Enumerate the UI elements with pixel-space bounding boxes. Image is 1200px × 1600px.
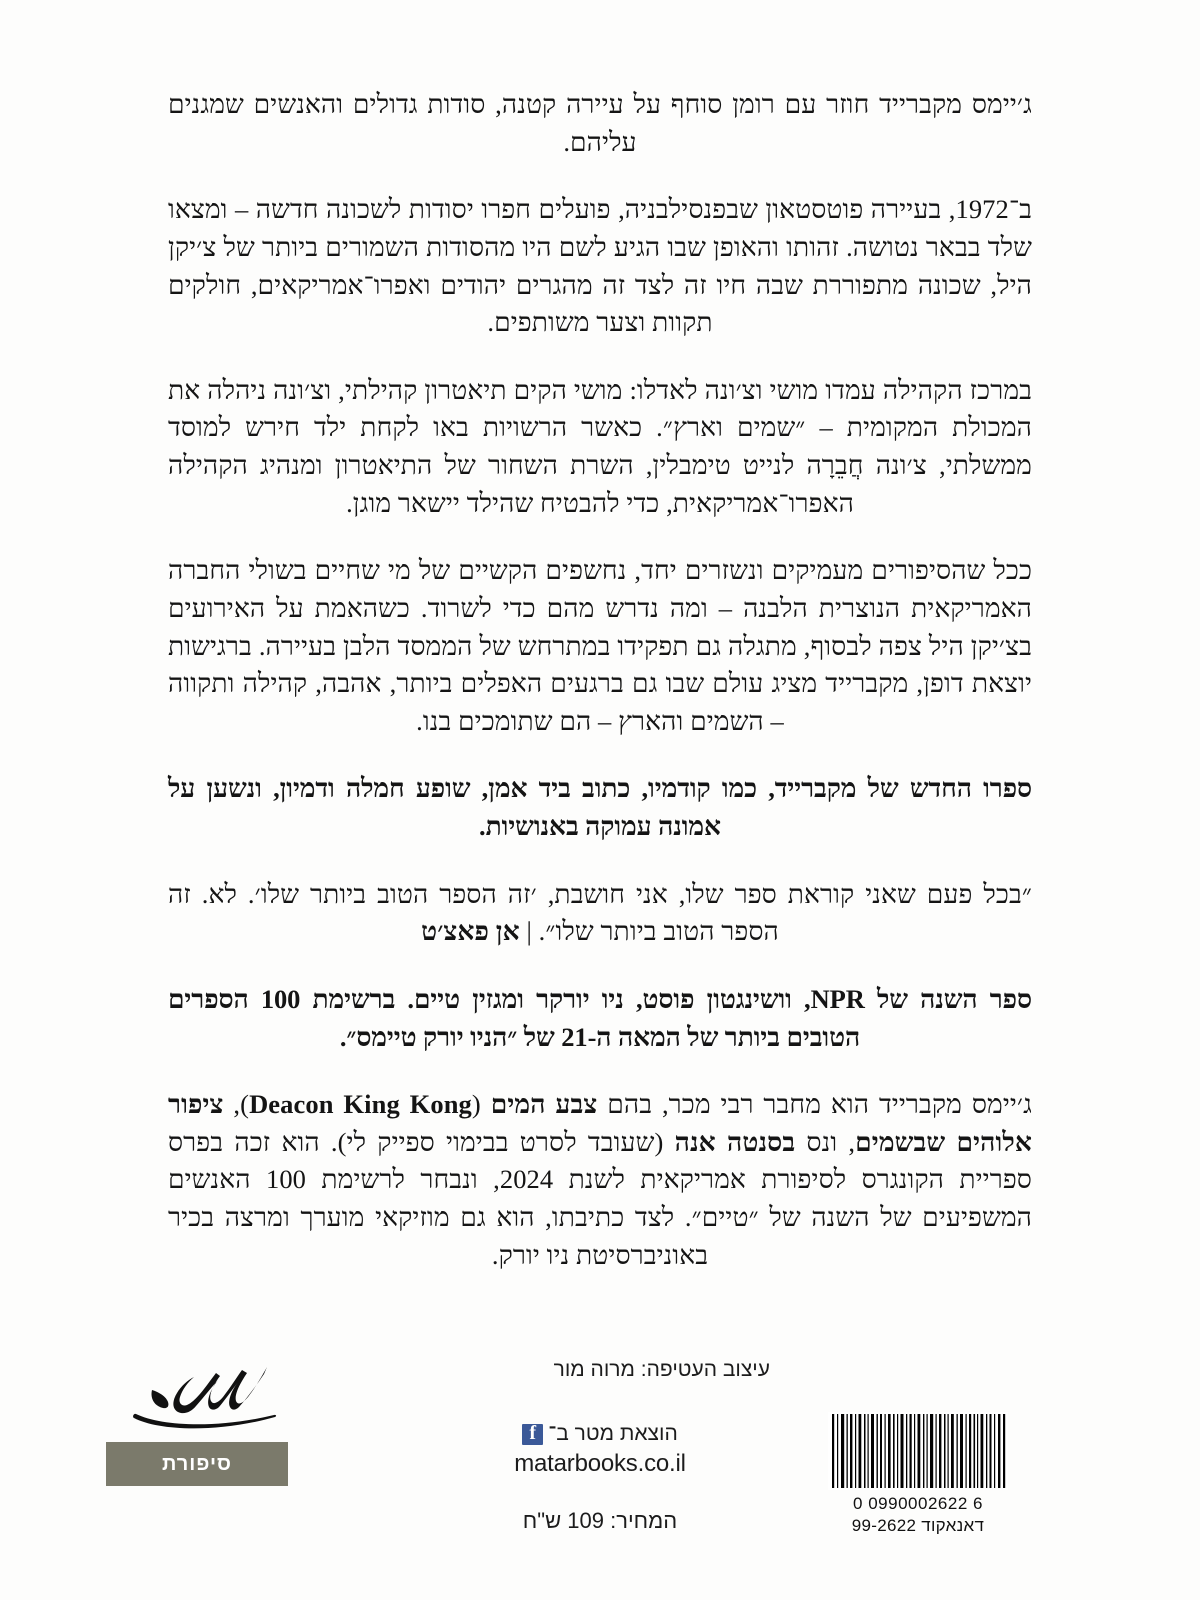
price-label: המחיר: 109 ש"ח (522, 1508, 678, 1533)
barcode-block (828, 1412, 1008, 1536)
bio-seg-9: (שעובד לסרט בבימוי ספייק לי). הוא זכה בפרס ספריית הקונגרס לסיפורת אמריקאית לשנת 2024, ונבחר לרשימת 100 האנשים המשפיעים של השנה של ״טיים״. לצד כתיבתו, הוא גם מוזיקאי מוערך ומרצה בכיר באוניברסיטת ניו יורק. (168, 1126, 1032, 1270)
bio-seg-5: ), (223, 1089, 250, 1120)
publisher-facebook-line (0, 1422, 1200, 1446)
bio-seg-3: ( (471, 1089, 491, 1120)
bio-title-deacon-king-kong: Deacon King Kong (249, 1089, 472, 1120)
bio-title-heaven-and-earth: ציפור אלוהים שבשמים (168, 1089, 1032, 1157)
blurb-paragraph-quote (168, 876, 1032, 951)
quote-attribution: אן פאצ׳ט (421, 916, 520, 947)
barcode-danacode: דאנאקוד 99-2622 (851, 1516, 985, 1535)
blurb-column (168, 86, 1032, 1274)
accolades-prefix: ספר השנה של (864, 983, 1032, 1014)
genre-badge-label: סיפורת (162, 1452, 232, 1475)
publisher-website[interactable]: matarbooks.co.il (514, 1450, 686, 1477)
barcode-image (828, 1412, 1008, 1490)
bio-seg-7: , ונס (795, 1126, 856, 1157)
blurb-paragraph-4: ככל שהסיפורים מעמיקים ונשזרים יחד, נחשפים הקשיים של מי שחיים בשולי החברה האמריקאית הנוצרית הלבנה – ומה נדרש מהם כדי לשרוד. כשהאמת על האירועים בצ׳יקן היל צפה לבסוף, מתגלה גם תפקידו במתרחש של הממסד הלבן בעיירה. ברגישות יוצאת דופן, מקברייד מציג עולם שבו גם ברגעים האפלים ביותר, אהבה, קהילה ותקווה – השמים והארץ – הם שתומכים בנו. (168, 555, 1032, 736)
cover-footer (0, 1340, 1200, 1600)
quote-text: ״בכל פעם שאני קוראת ספר שלו, אני חושבת, ׳זה הספר הטוב ביותר שלו׳. לא. זה הספר הטוב ביותר שלו״. | (168, 878, 1032, 947)
blurb-paragraph-accolades (168, 981, 1032, 1056)
bio-title-color-of-water: צבע המים (490, 1089, 598, 1120)
publisher-facebook-label: הוצאת מטר ב־ (548, 1422, 678, 1445)
cover-designer-credit: עיצוב העטיפה: מרוה מור (553, 1358, 770, 1381)
accolades-suffix: , וושינגטון פוסט, ניו יורקר ומגזין טיים. ברשימת 100 הספרים הטובים ביותר של המאה ה-21 של ״הניו יורק טיימס״. (168, 983, 861, 1052)
blurb-paragraph-3: במרכז הקהילה עמדו מושי וצ׳ונה לאדלו: מושי הקים תיאטרון קהילתי, וצ׳ונה ניהלה את המכולת המקומית – ״שמים וארץ״. כאשר הרשויות באו לקחת ילד חירש למוסד ממשלתי, צ׳ונה חֲבֵרָה לנייט טימבלין, השרת השחור של התיאטרון ומנהיג הקהילה האפרו־אמריקאית, כדי להבטיח שהילד יישאר מוגן. (168, 374, 1032, 518)
publisher-web-block (0, 1422, 1200, 1478)
blurb-paragraph-1: ג׳יימס מקברייד חוזר עם רומן סוחף על עיירה קטנה, סודות גדולים והאנשים שמגנים עליהם. (168, 89, 1032, 157)
blurb-paragraph-2: ב־1972, בעיירה פוטסטאון שבפנסילבניה, פועלים חפרו יסודות לשכונה חדשה – ומצאו שלד בבאר נטושה. זהותו והאופן שבו הגיע לשם היו מהסודות השמורים ביותר של צ׳יקן היל, שכונה מתפוררת שבה חיו זה לצד זה מהגרים יהודים ואפרו־אמריקאים, חולקים תקוות וצער משותפים. (168, 194, 1032, 338)
facebook-icon[interactable] (522, 1424, 543, 1445)
author-bio-paragraph (168, 1086, 1032, 1274)
barcode-number: 0 0990002622 6 (853, 1494, 983, 1513)
blurb-paragraph-praise: ספרו החדש של מקברייד, כמו קודמיו, כתוב ביד אמן, שופע חמלה ודמיון, ונשען על אמונה עמוקה באנושיות. (168, 773, 1032, 841)
bio-title-miracle-santa-anna: בסנטה אנה (674, 1126, 796, 1157)
npr-label: NPR (810, 983, 865, 1014)
bio-seg-1: ג׳יימס מקברייד הוא מחבר רבי מכר, בהם (597, 1089, 1032, 1120)
